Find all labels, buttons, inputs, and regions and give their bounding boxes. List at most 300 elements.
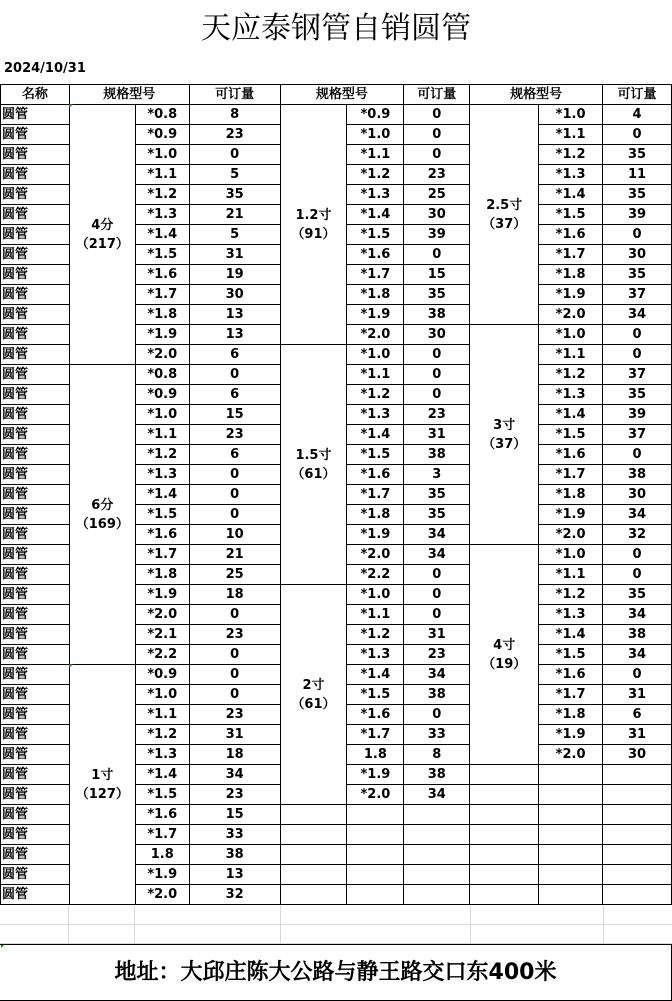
qty-cell: 0 [404, 385, 470, 405]
spec-cell: 1.8 [347, 745, 404, 765]
empty-cell [539, 845, 603, 865]
qty-cell: 25 [404, 185, 470, 205]
qty-cell: 0 [603, 565, 672, 585]
size-group-label: 1.5寸 [295, 447, 332, 463]
empty-cell [539, 825, 603, 845]
empty-cell [470, 765, 539, 785]
product-name-cell: 圆管 [1, 205, 70, 225]
product-name-cell: 圆管 [1, 325, 70, 345]
qty-cell: 0 [404, 105, 470, 125]
empty-cell [404, 825, 470, 845]
spec-cell: *1.1 [347, 365, 404, 385]
spec-cell: *1.3 [539, 165, 603, 185]
size-group-total: （61） [291, 466, 336, 482]
spec-cell: *1.2 [135, 725, 189, 745]
grid-line [603, 906, 604, 944]
spec-cell: *1.3 [135, 205, 189, 225]
spec-cell: *1.1 [539, 125, 603, 145]
header-spec-2: 规格型号 [280, 85, 404, 105]
qty-cell: 8 [189, 105, 280, 125]
size-group-label: 2寸 [302, 677, 325, 693]
empty-cell [280, 865, 347, 885]
qty-cell: 0 [603, 125, 672, 145]
table-row [1, 105, 672, 125]
qty-cell: 30 [603, 485, 672, 505]
qty-cell: 0 [603, 325, 672, 345]
spec-cell: *1.0 [347, 125, 404, 145]
spec-cell: *1.0 [135, 145, 189, 165]
product-name-cell: 圆管 [1, 245, 70, 265]
qty-cell: 23 [404, 405, 470, 425]
qty-cell: 0 [404, 705, 470, 725]
spec-cell: *1.1 [347, 145, 404, 165]
qty-cell: 23 [404, 165, 470, 185]
size-group-cell [470, 325, 539, 545]
empty-cell [539, 865, 603, 885]
size-group-cell [69, 365, 135, 665]
qty-cell: 35 [603, 385, 672, 405]
spec-cell: *1.2 [539, 585, 603, 605]
spec-cell: *2.0 [539, 745, 603, 765]
product-name-cell: 圆管 [1, 725, 70, 745]
qty-cell: 34 [404, 785, 470, 805]
spec-cell: *1.8 [347, 285, 404, 305]
qty-cell: 10 [189, 525, 280, 545]
spec-cell: *0.8 [135, 365, 189, 385]
spec-cell: *2.0 [135, 605, 189, 625]
empty-cell [347, 805, 404, 825]
product-name-cell: 圆管 [1, 605, 70, 625]
spec-cell: *1.3 [135, 465, 189, 485]
size-group-cell [280, 585, 347, 805]
spec-cell: *2.2 [135, 645, 189, 665]
qty-cell: 13 [189, 305, 280, 325]
qty-cell: 8 [404, 745, 470, 765]
empty-cell [603, 765, 672, 785]
empty-cell [347, 885, 404, 905]
spec-cell: *1.7 [135, 825, 189, 845]
qty-cell: 38 [404, 445, 470, 465]
qty-cell: 0 [404, 125, 470, 145]
qty-cell: 0 [404, 245, 470, 265]
spec-cell: *1.0 [539, 545, 603, 565]
spec-cell: *1.3 [347, 645, 404, 665]
qty-cell: 21 [189, 545, 280, 565]
spec-cell: *2.2 [347, 565, 404, 585]
spec-cell: *1.4 [347, 205, 404, 225]
spec-cell: *1.7 [135, 545, 189, 565]
spec-cell: *1.6 [539, 445, 603, 465]
qty-cell: 15 [189, 805, 280, 825]
product-name-cell: 圆管 [1, 485, 70, 505]
qty-cell: 32 [189, 885, 280, 905]
qty-cell: 0 [603, 665, 672, 685]
qty-cell: 0 [189, 665, 280, 685]
qty-cell: 35 [603, 185, 672, 205]
qty-cell: 38 [404, 305, 470, 325]
spec-cell: *1.2 [347, 385, 404, 405]
spec-cell: *1.9 [135, 585, 189, 605]
qty-cell: 31 [189, 725, 280, 745]
product-name-cell: 圆管 [1, 585, 70, 605]
product-name-cell: 圆管 [1, 365, 70, 385]
empty-cell [470, 825, 539, 845]
product-name-cell: 圆管 [1, 865, 70, 885]
qty-cell: 13 [189, 865, 280, 885]
spec-cell: *1.6 [347, 465, 404, 485]
qty-cell: 0 [603, 445, 672, 465]
qty-cell: 31 [404, 425, 470, 445]
product-name-cell: 圆管 [1, 305, 70, 325]
empty-cell [404, 885, 470, 905]
spec-cell: *1.3 [135, 745, 189, 765]
product-name-cell: 圆管 [1, 545, 70, 565]
sheet-date: 2024/10/31 [4, 61, 86, 76]
empty-cell [470, 805, 539, 825]
spec-cell: *1.4 [539, 405, 603, 425]
qty-cell: 6 [189, 385, 280, 405]
spec-cell: *1.7 [347, 725, 404, 745]
spec-cell: *1.4 [135, 225, 189, 245]
spec-cell: *2.0 [135, 885, 189, 905]
spec-cell: *1.2 [539, 145, 603, 165]
spec-cell: *1.2 [539, 365, 603, 385]
qty-cell: 0 [189, 465, 280, 485]
qty-cell: 0 [603, 545, 672, 565]
spec-cell: *1.3 [539, 385, 603, 405]
size-group-label: 1寸 [91, 767, 114, 783]
empty-cell [539, 765, 603, 785]
spec-cell: *1.1 [347, 605, 404, 625]
product-name-cell: 圆管 [1, 565, 70, 585]
qty-cell: 0 [189, 685, 280, 705]
qty-cell: 18 [189, 585, 280, 605]
address-footer: 地址：大邱庄陈大公路与静王路交口东400米 [0, 944, 672, 1001]
empty-cell [470, 785, 539, 805]
header-row [1, 85, 672, 105]
spec-cell: *1.1 [539, 345, 603, 365]
empty-cell [603, 805, 672, 825]
empty-cell [603, 865, 672, 885]
product-name-cell: 圆管 [1, 505, 70, 525]
qty-cell: 37 [603, 285, 672, 305]
qty-cell: 0 [404, 605, 470, 625]
spec-cell: *0.9 [135, 125, 189, 145]
spec-cell: *0.9 [347, 105, 404, 125]
pipe-inventory-table [0, 84, 672, 905]
empty-cell [404, 845, 470, 865]
qty-cell: 35 [603, 145, 672, 165]
product-name-cell: 圆管 [1, 145, 70, 165]
empty-cell [603, 785, 672, 805]
spec-cell: *1.5 [347, 445, 404, 465]
product-name-cell: 圆管 [1, 405, 70, 425]
qty-cell: 23 [189, 705, 280, 725]
spec-cell: *1.0 [347, 585, 404, 605]
product-name-cell: 圆管 [1, 625, 70, 645]
qty-cell: 6 [189, 445, 280, 465]
spec-cell: *1.0 [539, 105, 603, 125]
sheet-title: 天应泰钢管自销圆管 [201, 11, 471, 46]
qty-cell: 30 [603, 245, 672, 265]
grid-line [470, 906, 471, 944]
size-group-label: 6分 [91, 497, 114, 513]
qty-cell: 19 [189, 265, 280, 285]
spec-cell: *1.6 [347, 245, 404, 265]
product-name-cell: 圆管 [1, 765, 70, 785]
product-name-cell: 圆管 [1, 705, 70, 725]
grid-line [68, 906, 69, 944]
header-name: 名称 [1, 85, 70, 105]
spec-cell: *1.6 [135, 525, 189, 545]
qty-cell: 33 [189, 825, 280, 845]
product-name-cell: 圆管 [1, 105, 70, 125]
spec-cell: *1.3 [347, 185, 404, 205]
spec-cell: *1.4 [539, 185, 603, 205]
spec-cell: *1.3 [347, 405, 404, 425]
spec-cell: *1.8 [539, 485, 603, 505]
spec-cell: *2.0 [539, 305, 603, 325]
qty-cell: 34 [404, 545, 470, 565]
spec-cell: *1.5 [539, 645, 603, 665]
spec-cell: *1.1 [135, 165, 189, 185]
spec-cell: *1.6 [539, 665, 603, 685]
empty-cell [280, 805, 347, 825]
spec-cell: *1.4 [135, 485, 189, 505]
product-name-cell: 圆管 [1, 125, 70, 145]
product-name-cell: 圆管 [1, 285, 70, 305]
spec-cell: *1.9 [539, 285, 603, 305]
qty-cell: 35 [404, 505, 470, 525]
spec-cell: *1.9 [539, 725, 603, 745]
qty-cell: 30 [603, 745, 672, 765]
header-spec-3: 规格型号 [470, 85, 603, 105]
qty-cell: 32 [603, 525, 672, 545]
spec-cell: *1.7 [347, 265, 404, 285]
qty-cell: 37 [603, 365, 672, 385]
qty-cell: 6 [603, 705, 672, 725]
qty-cell: 6 [189, 345, 280, 365]
product-name-cell: 圆管 [1, 785, 70, 805]
spec-cell: *2.0 [135, 345, 189, 365]
spec-cell: *1.9 [135, 865, 189, 885]
qty-cell: 38 [404, 765, 470, 785]
size-group-cell [69, 665, 135, 905]
spec-cell: *1.8 [539, 265, 603, 285]
spec-cell: *1.6 [135, 265, 189, 285]
empty-cell [347, 825, 404, 845]
spec-cell: *1.7 [539, 245, 603, 265]
spec-cell: *1.9 [347, 305, 404, 325]
qty-cell: 34 [603, 605, 672, 625]
product-name-cell: 圆管 [1, 225, 70, 245]
spec-cell: *1.5 [135, 785, 189, 805]
spec-cell: *1.5 [347, 685, 404, 705]
grid-line [280, 906, 281, 944]
spec-cell: *1.2 [135, 185, 189, 205]
spec-cell: *2.0 [347, 325, 404, 345]
size-group-label: 4分 [91, 217, 114, 233]
spec-cell: *1.5 [539, 425, 603, 445]
spec-cell: 1.8 [135, 845, 189, 865]
qty-cell: 39 [603, 205, 672, 225]
qty-cell: 25 [189, 565, 280, 585]
spec-cell: *1.5 [135, 245, 189, 265]
qty-cell: 15 [404, 265, 470, 285]
size-group-label: 1.2寸 [295, 207, 332, 223]
spec-cell: *1.1 [539, 565, 603, 585]
qty-cell: 21 [189, 205, 280, 225]
spec-cell: *1.8 [347, 505, 404, 525]
empty-grid-rows [0, 906, 672, 944]
qty-cell: 35 [603, 585, 672, 605]
qty-cell: 0 [189, 365, 280, 385]
qty-cell: 38 [404, 685, 470, 705]
empty-cell [280, 845, 347, 865]
qty-cell: 31 [603, 725, 672, 745]
qty-cell: 35 [189, 185, 280, 205]
qty-cell: 0 [404, 365, 470, 385]
qty-cell: 38 [189, 845, 280, 865]
qty-cell: 34 [603, 645, 672, 665]
spec-cell: *1.4 [347, 665, 404, 685]
product-name-cell: 圆管 [1, 465, 70, 485]
size-group-cell [69, 105, 135, 365]
qty-cell: 34 [189, 765, 280, 785]
product-name-cell: 圆管 [1, 265, 70, 285]
spec-cell: *1.0 [347, 345, 404, 365]
size-group-total: （91） [291, 226, 336, 242]
qty-cell: 4 [603, 105, 672, 125]
product-name-cell: 圆管 [1, 185, 70, 205]
qty-cell: 39 [603, 405, 672, 425]
spec-cell: *1.0 [539, 325, 603, 345]
grid-line [134, 906, 135, 944]
header-qty-3: 可订量 [603, 85, 672, 105]
size-group-cell [280, 345, 347, 585]
qty-cell: 30 [189, 285, 280, 305]
qty-cell: 11 [603, 165, 672, 185]
spec-cell: *1.5 [347, 225, 404, 245]
spec-cell: *1.4 [347, 425, 404, 445]
spec-cell: *1.1 [135, 425, 189, 445]
header-spec-1: 规格型号 [69, 85, 189, 105]
qty-cell: 0 [404, 345, 470, 365]
spec-cell: *1.7 [347, 485, 404, 505]
spec-cell: *2.0 [539, 525, 603, 545]
product-name-cell: 圆管 [1, 825, 70, 845]
spec-cell: *2.1 [135, 625, 189, 645]
qty-cell: 5 [189, 165, 280, 185]
qty-cell: 31 [404, 625, 470, 645]
size-group-total: （217） [75, 236, 129, 252]
qty-cell: 35 [404, 485, 470, 505]
size-group-total: （127） [75, 786, 129, 802]
empty-cell [470, 885, 539, 905]
product-name-cell: 圆管 [1, 445, 70, 465]
qty-cell: 37 [603, 425, 672, 445]
qty-cell: 0 [603, 225, 672, 245]
qty-cell: 15 [189, 405, 280, 425]
qty-cell: 23 [404, 645, 470, 665]
qty-cell: 3 [404, 465, 470, 485]
qty-cell: 31 [189, 245, 280, 265]
size-group-total: （169） [75, 516, 129, 532]
qty-cell: 33 [404, 725, 470, 745]
cell-comment-marker [69, 664, 73, 668]
size-group-cell [470, 105, 539, 325]
size-group-cell [470, 545, 539, 765]
size-group-total: （61） [291, 696, 336, 712]
spec-cell: *1.0 [135, 685, 189, 705]
empty-cell [539, 885, 603, 905]
spec-cell: *1.9 [347, 765, 404, 785]
qty-cell: 18 [189, 745, 280, 765]
qty-cell: 34 [404, 525, 470, 545]
qty-cell: 0 [189, 505, 280, 525]
table-body [1, 85, 672, 905]
qty-cell: 31 [603, 685, 672, 705]
qty-cell: 0 [404, 565, 470, 585]
empty-cell [470, 865, 539, 885]
spec-cell: *2.0 [347, 785, 404, 805]
product-name-cell: 圆管 [1, 685, 70, 705]
header-qty-1: 可订量 [189, 85, 280, 105]
spec-cell: *1.1 [135, 705, 189, 725]
qty-cell: 0 [404, 145, 470, 165]
spec-cell: *1.6 [539, 225, 603, 245]
qty-cell: 35 [404, 285, 470, 305]
spec-cell: *1.5 [539, 205, 603, 225]
empty-cell [539, 785, 603, 805]
spec-cell: *1.8 [135, 305, 189, 325]
qty-cell: 23 [189, 425, 280, 445]
spec-cell: *1.6 [347, 705, 404, 725]
spec-cell: *1.9 [539, 505, 603, 525]
qty-cell: 38 [603, 625, 672, 645]
spec-cell: *1.2 [347, 625, 404, 645]
qty-cell: 0 [189, 605, 280, 625]
qty-cell: 23 [189, 785, 280, 805]
size-group-label: 2.5寸 [486, 197, 523, 213]
product-name-cell: 圆管 [1, 885, 70, 905]
qty-cell: 34 [404, 665, 470, 685]
spec-cell: *0.9 [135, 665, 189, 685]
qty-cell: 13 [189, 325, 280, 345]
product-name-cell: 圆管 [1, 845, 70, 865]
product-name-cell: 圆管 [1, 425, 70, 445]
qty-cell: 34 [603, 505, 672, 525]
spec-cell: *1.2 [347, 165, 404, 185]
spec-cell: *1.9 [347, 525, 404, 545]
qty-cell: 23 [189, 125, 280, 145]
qty-cell: 35 [603, 265, 672, 285]
empty-cell [404, 865, 470, 885]
qty-cell: 0 [189, 145, 280, 165]
qty-cell: 0 [189, 485, 280, 505]
qty-cell: 30 [404, 325, 470, 345]
product-name-cell: 圆管 [1, 665, 70, 685]
spec-cell: *1.6 [135, 805, 189, 825]
qty-cell: 0 [404, 585, 470, 605]
spec-cell: *1.9 [135, 325, 189, 345]
header-qty-2: 可订量 [404, 85, 470, 105]
spec-cell: *1.4 [539, 625, 603, 645]
size-group-cell [280, 105, 347, 345]
empty-cell [347, 845, 404, 865]
product-name-cell: 圆管 [1, 805, 70, 825]
spec-cell: *0.9 [135, 385, 189, 405]
